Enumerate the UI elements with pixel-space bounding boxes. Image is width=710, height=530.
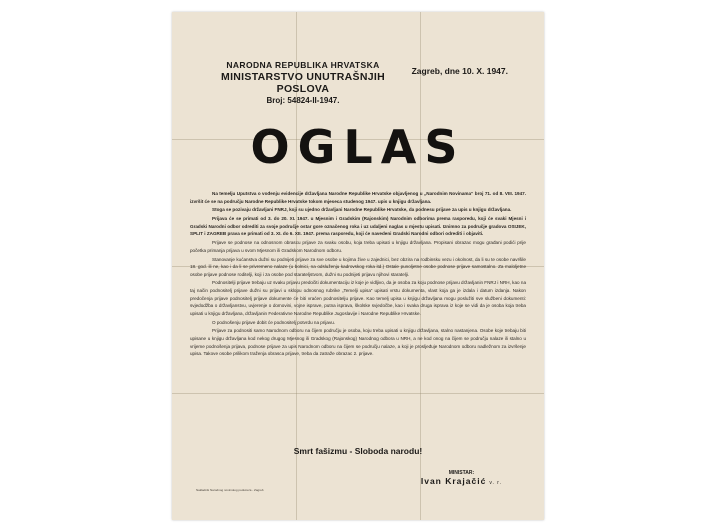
document-date: Zagreb, dne 10. X. 1947. bbox=[411, 66, 508, 76]
notice-paragraph: O podnošenju prijave dobit će podnositelj potvrdu na prijavu. bbox=[212, 319, 336, 325]
notice-paragraph: Na temelju Uputstva o vođenju evidencije državljana Narodne Republike Hrvatske objavljenog u „Narodnim Novinama“ broj 71. od 8. VIII. 1947. izvršit će se na području Narodne Republike Hrvatske tokom mjeseca studenog 1947. upis u knjigu državljana. bbox=[190, 191, 526, 204]
minister-name-line bbox=[421, 476, 502, 486]
notice-paragraph: Prijave za podnositi samo Narodnom odboru na čijem području je osoba, koju treba upisati u knjigu državljana, stalno nastanjena. Osobe koje trebaju biti upisane u knjigu državljana kod nekog drugog Mjesnog ili Gradskog (Rajonskog) Narodnog odbora u NRH, a ne kod onog na čijem se području nalaze ili stalno u vrijeme podnošenja prijava, podnose prijave za upis Narodnom odboru na čijem se području nalaze, a koji je prosljeđuje Narodnom odboru nadležnom za izvršenje upisa. Takove osobe prilikom traženja obrasca prijave, treba da zatraže obrazac 2. prijave. bbox=[190, 328, 526, 357]
poster-title: OGLAS bbox=[250, 120, 466, 174]
closing-motto: Smrt fašizmu - Sloboda narodu! bbox=[293, 446, 423, 456]
notice-paragraph: Prijave se podnose na odnosnom obrascu prijave za svaku osobu, koja treba upisati u knjigu državljana. Propisani obrazac mogu građani podići prije početka primanja prijava u svom Mjesnom ili Gradskom Narodnom odboru. bbox=[190, 240, 526, 253]
minister-signature-block bbox=[421, 470, 502, 486]
minister-name: Ivan Krajačić bbox=[420, 476, 487, 486]
notice-paragraph: Prijava će se primati od 3. do 20. XI. 1947. u Mjesnim i Gradskim (Rajonskim) Narodnim odborima prema rasporedu, koji će svaki Mjesni i Gradski Narodni odbor odrediti za svoje područje ostar gore označenog roka i uz udaljeni naglas u mjestu upisati. Iznimno za područje gradova OSIJEK, SPLIT i ZAGREB prava se primati od 3. XI. do 6. XII. 1947. prema rasporedu, koji će navedeni Gradski Narodni odbori odrediti i objaviti. bbox=[190, 216, 526, 237]
republic-name: NARODNA REPUBLIKA HRVATSKA bbox=[226, 60, 380, 70]
notice-paragraph: Stanovanje kućanstva dužni su podnijeti prijave za sve osobe u kojima žive u zajednici, bez obzira na rodbinsku vezu i okolnost, da li su te osobe navršile 18. god. ili ne, kao i da li se privremeno nalaze (u bolnici, na odsluženju kadrovskog roka itd.) Ostale punoljetne osobe podnose prijave samostalno. Za maloljetne osobe prijave podnose roditelji, koji i za osobe pod starateljstvom, dužni su podnijeti prijavu njihovi staratelji. bbox=[190, 256, 526, 277]
minister-label: MINISTAR: bbox=[448, 470, 475, 476]
printer-imprint: Nakladnik Narodnog novinskog poduzeća - Zagreb bbox=[196, 488, 264, 492]
notice-paragraph: Stoga se pozivaju državljani FNRJ, koji su ujedno državljani Narodne Republike Hrvatske, da podnesu prijave za upis u knjigu državljana. bbox=[212, 207, 512, 213]
document-number: Broj: 54824-II-1947. bbox=[266, 96, 340, 105]
notice-paragraph: Podnositelji prijave trebaju uz svaku prijavu predočiti dokumentaciju iz koje je vidljivo, da je osoba za koju podnose prijavu državljanin FNRJ i NRH, kao na taj način podnositelj prijave dužni su prijavi u sklopu odnosnog rubrike „Temelji upisa“ upisati vrstu dokumenta, vlast koja ga je izdala i datum izdanja. Nakon predočenja prijave podnositelj prijave dokumente će biti vraćen podnositelju prijave. Kao temelj upisa u knjigu državljana mogu poslužiti sve službeni dokumenti: svjedodžba o državljanstvu, uvjerenje o domovini, vojne isprave, putna isprava, školske svjedočbe, kao i svaka druga isprava iz koje se vidi da je osoba koja treba upisati u knjigu državljana, državljanin Federativne Narodne Republike Jugoslavije i Narodne Republike Hrvatske. bbox=[190, 280, 526, 316]
notice-body bbox=[190, 190, 526, 359]
minister-suffix: v. r. bbox=[489, 480, 502, 486]
ministry-name: MINISTARSTVO UNUTRAŠNJIH POSLOVA bbox=[221, 71, 385, 95]
fold-crease bbox=[172, 393, 544, 394]
poster bbox=[172, 12, 544, 520]
issuer-header bbox=[208, 60, 398, 105]
